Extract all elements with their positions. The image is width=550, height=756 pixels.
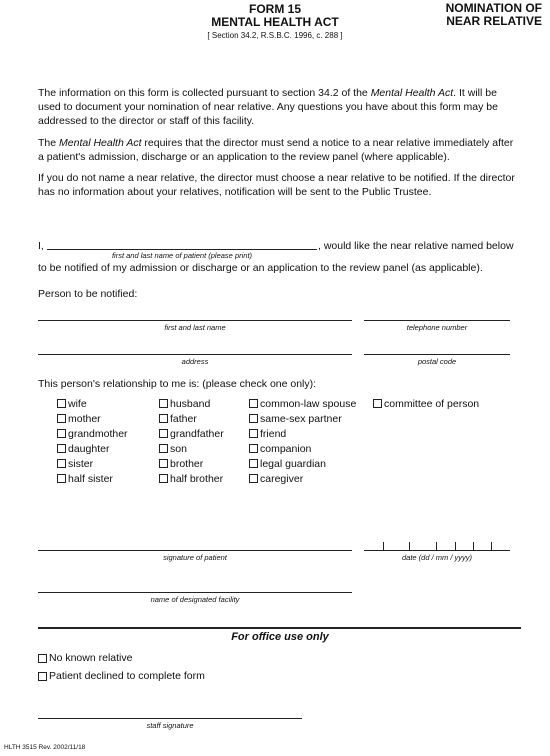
checkbox-label: daughter	[68, 442, 110, 455]
checkbox-square[interactable]	[57, 429, 66, 438]
checkbox-square[interactable]	[57, 444, 66, 453]
checkbox-square[interactable]	[249, 414, 258, 423]
p2-text-b: requires that the director must send a notice to a near relative immediately after a patient's admission, discharge or an application to the review panel (where applicable).	[38, 137, 514, 163]
checkbox-father[interactable]	[159, 411, 224, 426]
checkbox-label: sister	[68, 457, 94, 470]
checkbox-label: legal guardian	[260, 457, 326, 470]
statement-line-2: to be notified of my admission or discharge or an application to the review panel (as applicable).	[38, 262, 483, 274]
patient-signature-line[interactable]	[38, 550, 352, 551]
checkbox-son[interactable]	[159, 441, 224, 456]
p1-text-a: The information on this form is collected pursuant to section 34.2 of the	[38, 87, 371, 99]
staff-signature-line[interactable]	[38, 718, 302, 719]
relationship-column-3	[249, 396, 356, 486]
checkbox-no-known-relative[interactable]	[38, 652, 132, 664]
checkbox-label: caregiver	[260, 472, 304, 485]
checkbox-square[interactable]	[38, 654, 47, 663]
checkbox-square[interactable]	[38, 672, 47, 681]
checkbox-square[interactable]	[249, 474, 258, 483]
checkbox-sister[interactable]	[57, 456, 128, 471]
checkbox-label: friend	[260, 427, 287, 440]
telephone-line[interactable]	[364, 320, 510, 321]
checkbox-legal-guardian[interactable]	[249, 456, 356, 471]
date-tick	[491, 542, 492, 550]
checkbox-mother[interactable]	[57, 411, 128, 426]
person-name-caption: first and last name	[164, 323, 226, 332]
checkbox-caregiver[interactable]	[249, 471, 356, 486]
staff-signature-caption: staff signature	[146, 721, 194, 730]
date-line[interactable]	[364, 550, 510, 551]
nomination-heading	[446, 2, 542, 28]
date-tick	[383, 542, 384, 550]
checkbox-wife[interactable]	[57, 396, 128, 411]
form-number: FORM 15	[248, 2, 301, 16]
checkbox-label: son	[170, 442, 187, 455]
checkbox-label: grandfather	[170, 427, 224, 440]
office-divider	[38, 627, 521, 629]
citation: [ Section 34.2, R.S.B.C. 1996, c. 288 ]	[207, 31, 343, 40]
checkbox-grandfather[interactable]	[159, 426, 224, 441]
checkbox-square[interactable]	[159, 399, 168, 408]
date-tick	[436, 542, 437, 550]
intro-paragraph-1	[38, 86, 518, 128]
checkbox-label: mother	[68, 412, 101, 425]
checkbox-square[interactable]	[57, 399, 66, 408]
checkbox-square[interactable]	[57, 474, 66, 483]
checkbox-square[interactable]	[373, 399, 382, 408]
patient-signature-caption: signature of patient	[163, 553, 227, 562]
postal-code-caption: postal code	[417, 357, 457, 366]
checkbox-label: common-law spouse	[260, 397, 357, 410]
office-title: For office use only	[231, 631, 329, 643]
checkbox-label: wife	[68, 397, 87, 410]
checkbox-square[interactable]	[57, 459, 66, 468]
checkbox-square[interactable]	[159, 429, 168, 438]
nomination-line-1: NOMINATION OF	[445, 1, 542, 15]
address-caption: address	[181, 357, 209, 366]
checkbox-same-sex-partner[interactable]	[249, 411, 356, 426]
checkbox-label: brother	[170, 457, 204, 470]
facility-caption: name of designated facility	[150, 595, 240, 604]
p2-text-a: The	[38, 137, 60, 149]
checkbox-square[interactable]	[249, 399, 258, 408]
checkbox-label: grandmother	[68, 427, 128, 440]
checkbox-grandmother[interactable]	[57, 426, 128, 441]
relationship-column-2	[159, 396, 224, 486]
checkbox-brother[interactable]	[159, 456, 224, 471]
postal-code-line[interactable]	[364, 354, 510, 355]
date-caption: date (dd / mm / yyyy)	[401, 553, 473, 562]
checkbox-half-brother[interactable]	[159, 471, 224, 486]
nomination-line-2: NEAR RELATIVE	[446, 14, 542, 28]
statement-prefix: I,	[38, 240, 44, 252]
statement-suffix: , would like the near relative named below	[318, 240, 514, 252]
checkbox-label: same-sex partner	[260, 412, 342, 425]
patient-name-line[interactable]	[47, 249, 317, 250]
intro-paragraph-3: If you do not name a near relative, the director must choose a near relative to be notified. If the director has no information about your relatives, notification will be sent to the Public Trustee.	[38, 172, 515, 198]
checkbox-square[interactable]	[57, 414, 66, 423]
checkbox-daughter[interactable]	[57, 441, 128, 456]
intro-paragraph-2	[38, 136, 518, 164]
p1-act-name: Mental Health Act	[370, 87, 454, 99]
checkbox-label: companion	[260, 442, 312, 455]
checkbox-label: half brother	[170, 472, 224, 485]
checkbox-square[interactable]	[159, 414, 168, 423]
address-line[interactable]	[38, 354, 352, 355]
checkbox-label: father	[170, 412, 197, 425]
date-tick	[473, 542, 474, 550]
checkbox-half-sister[interactable]	[57, 471, 128, 486]
patient-name-caption: first and last name of patient (please print)	[111, 251, 253, 260]
checkbox-square[interactable]	[249, 459, 258, 468]
checkbox-label: No known relative	[49, 652, 133, 664]
checkbox-square[interactable]	[159, 459, 168, 468]
person-name-line[interactable]	[38, 320, 352, 321]
checkbox-friend[interactable]	[249, 426, 356, 441]
relationship-label: This person's relationship to me is: (please check one only):	[38, 378, 317, 390]
telephone-caption: telephone number	[406, 323, 468, 332]
relationship-column-4	[373, 396, 479, 411]
p1-text-b: . It will be used to document your nomination of near relative. Any questions you have about this form may be addressed to the director or staff of this facility.	[38, 87, 498, 127]
checkbox-committee-of-person[interactable]	[373, 396, 479, 411]
date-tick	[409, 542, 410, 550]
checkbox-companion[interactable]	[249, 441, 356, 456]
checkbox-square[interactable]	[159, 444, 168, 453]
checkbox-husband[interactable]	[159, 396, 224, 411]
checkbox-label: committee of person	[384, 397, 480, 410]
act-title: MENTAL HEALTH ACT	[211, 15, 339, 29]
checkbox-label: half sister	[68, 472, 113, 485]
checkbox-patient-declined[interactable]	[38, 670, 205, 682]
date-tick	[455, 542, 456, 550]
checkbox-square[interactable]	[249, 444, 258, 453]
person-label: Person to be notified:	[38, 288, 138, 300]
relationship-column-1	[57, 396, 128, 486]
checkbox-label: Patient declined to complete form	[49, 670, 205, 682]
checkbox-square[interactable]	[249, 429, 258, 438]
p2-act-name: Mental Health Act	[59, 137, 142, 149]
checkbox-square[interactable]	[159, 474, 168, 483]
checkbox-label: husband	[170, 397, 211, 410]
checkbox-common-law-spouse[interactable]	[249, 396, 356, 411]
form-footer-code: HLTH 3515 Rev. 2002/11/18	[4, 744, 86, 751]
facility-line[interactable]	[38, 592, 352, 593]
